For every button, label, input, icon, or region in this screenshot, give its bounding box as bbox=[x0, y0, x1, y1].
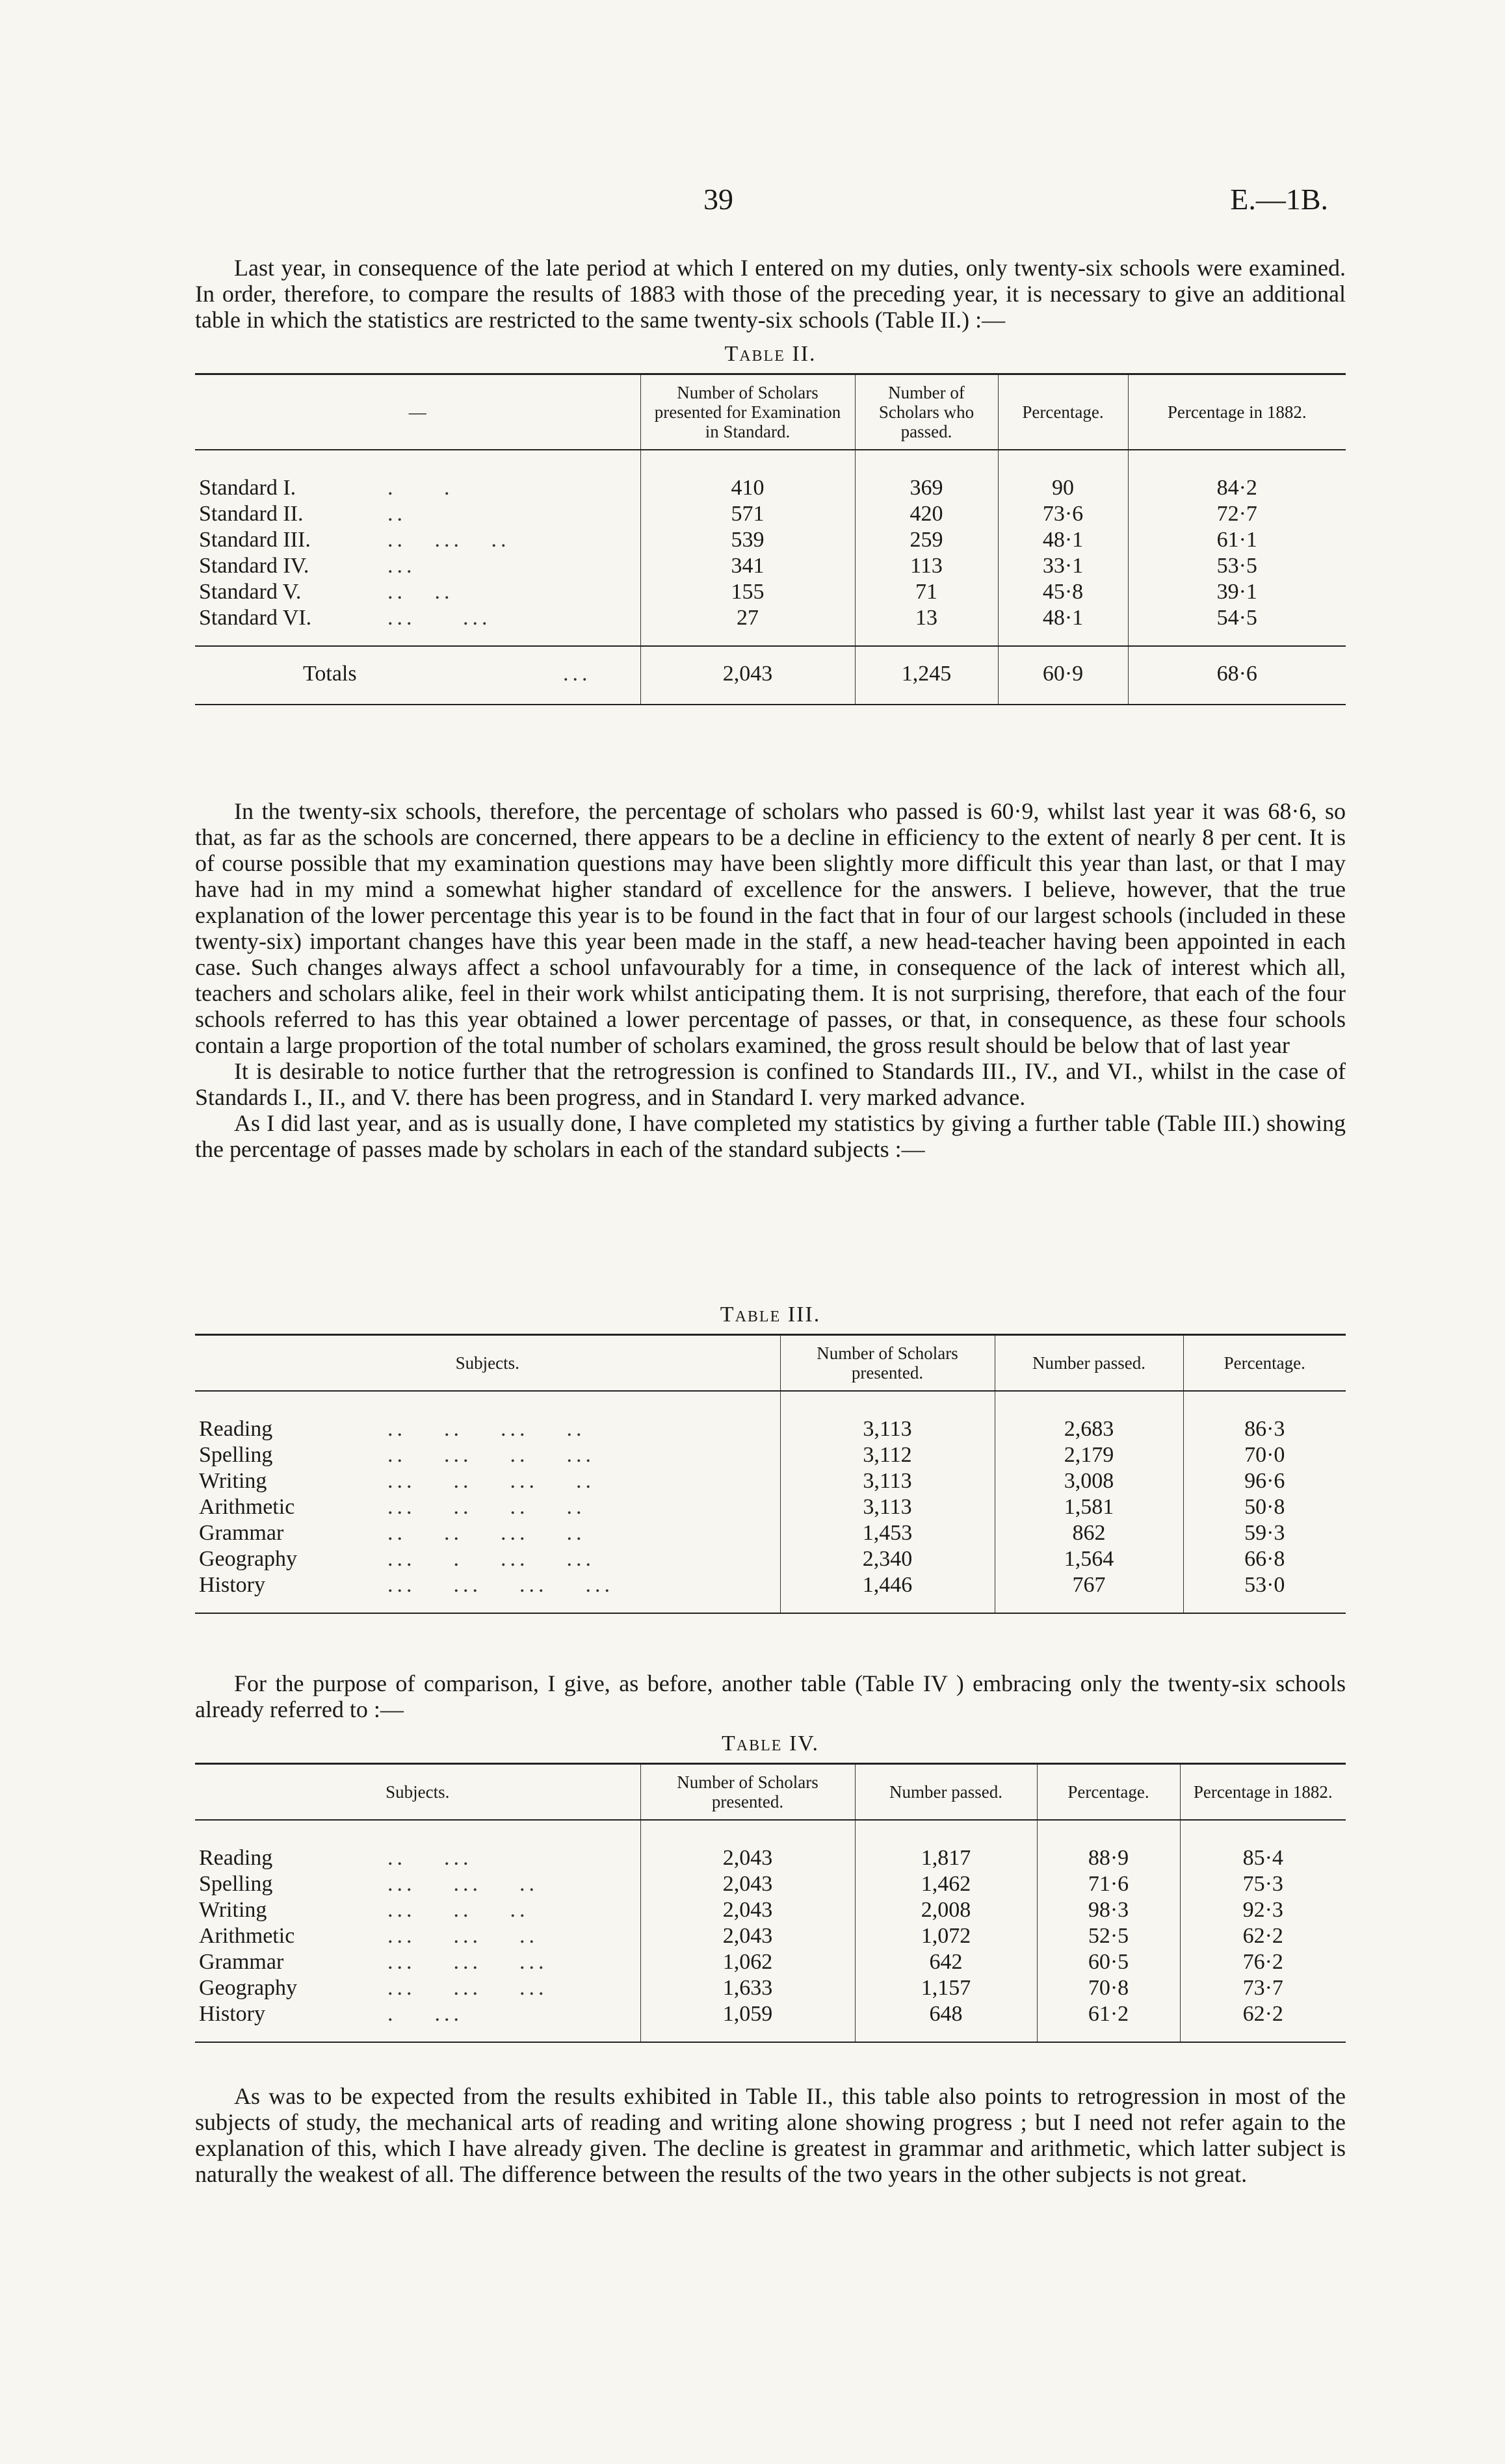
leader-dots: ... bbox=[387, 554, 416, 578]
table-row bbox=[195, 553, 1346, 579]
table-2-header-percentage-1882: Percentage in 1882. bbox=[1128, 374, 1346, 450]
row-label: Arithmetic bbox=[199, 1924, 295, 1948]
table-3-header-presented: Number of Scholars presented. bbox=[780, 1335, 995, 1392]
cell: 3,113 bbox=[780, 1468, 995, 1494]
cell: 2,683 bbox=[995, 1391, 1183, 1442]
cell: 1,072 bbox=[855, 1923, 1037, 1949]
table-3-caption: Table III. bbox=[720, 1303, 821, 1327]
cell: 862 bbox=[995, 1520, 1183, 1546]
cell: 1,564 bbox=[995, 1546, 1183, 1572]
cell: 259 bbox=[855, 527, 998, 553]
leader-dots: .. .. ... .. bbox=[387, 1417, 586, 1441]
cell: 85·4 bbox=[1180, 1820, 1346, 1871]
cell: 3,008 bbox=[995, 1468, 1183, 1494]
leader-dots: . . bbox=[387, 476, 454, 500]
cell: 61·1 bbox=[1128, 527, 1346, 553]
cell: 2,008 bbox=[855, 1897, 1037, 1923]
leader-dots: ... .. .. .. bbox=[387, 1495, 586, 1519]
table-4-caption: Table IV. bbox=[722, 1731, 819, 1756]
cell: 3,113 bbox=[780, 1391, 995, 1442]
total-cell: 2,043 bbox=[640, 646, 855, 705]
cell: 98·3 bbox=[1037, 1897, 1180, 1923]
cell: 52·5 bbox=[1037, 1923, 1180, 1949]
row-label: Reading bbox=[199, 1417, 273, 1441]
table-2-caption: Table II. bbox=[724, 342, 817, 366]
leader-dots: . ... bbox=[387, 2002, 463, 2026]
cell: 767 bbox=[995, 1572, 1183, 1613]
cell: 66·8 bbox=[1183, 1546, 1346, 1572]
leader-dots: ... .. ... .. bbox=[387, 1469, 595, 1493]
leader-dots: ... ... ... bbox=[387, 1950, 548, 1974]
section-discussion bbox=[195, 798, 1346, 1162]
paragraph-table-4-intro: For the purpose of comparison, I give, as before, another table (Table IV ) embracing only the twenty-six schools already referred to :— bbox=[195, 1670, 1346, 1722]
cell: 113 bbox=[855, 553, 998, 579]
cell: 1,446 bbox=[780, 1572, 995, 1613]
table-row bbox=[195, 1442, 1346, 1468]
table-row bbox=[195, 1923, 1346, 1949]
table-row bbox=[195, 1572, 1346, 1613]
cell: 60·5 bbox=[1037, 1949, 1180, 1975]
section-table-4 bbox=[195, 1670, 1346, 2043]
cell: 2,043 bbox=[640, 1871, 855, 1897]
cell: 13 bbox=[855, 605, 998, 646]
cell: 70·0 bbox=[1183, 1442, 1346, 1468]
row-label: Grammar bbox=[199, 1950, 284, 1974]
table-row bbox=[195, 1391, 1346, 1442]
cell: 410 bbox=[640, 450, 855, 501]
row-label: Standard VI. bbox=[199, 606, 312, 630]
leader-dots: .. ... .. ... bbox=[387, 1443, 595, 1467]
leader-dots: .. ... bbox=[387, 1846, 473, 1870]
cell: 1,059 bbox=[640, 2001, 855, 2042]
cell: 53·5 bbox=[1128, 553, 1346, 579]
row-label: Standard III. bbox=[199, 528, 311, 552]
cell: 648 bbox=[855, 2001, 1037, 2042]
cell: 54·5 bbox=[1128, 605, 1346, 646]
table-4-header-percentage: Percentage. bbox=[1037, 1764, 1180, 1821]
cell: 76·2 bbox=[1180, 1949, 1346, 1975]
cell: 2,340 bbox=[780, 1546, 995, 1572]
cell: 48·1 bbox=[998, 605, 1128, 646]
table-2-header-label: — bbox=[195, 374, 640, 450]
cell: 62·2 bbox=[1180, 1923, 1346, 1949]
cell: 96·6 bbox=[1183, 1468, 1346, 1494]
cell: 642 bbox=[855, 1949, 1037, 1975]
cell: 48·1 bbox=[998, 527, 1128, 553]
paragraph-retrogression: It is desirable to notice further that the retrogression is confined to Standards III., IV., and VI., whilst in the case of Standards I., II., and V. there has been progress, and in Standard I. very marked advance. bbox=[195, 1058, 1346, 1110]
cell: 2,179 bbox=[995, 1442, 1183, 1468]
row-label: History bbox=[199, 2002, 265, 2026]
cell: 92·3 bbox=[1180, 1897, 1346, 1923]
cell: 90 bbox=[998, 450, 1128, 501]
cell: 539 bbox=[640, 527, 855, 553]
table-row bbox=[195, 605, 1346, 646]
cell: 73·6 bbox=[998, 501, 1128, 527]
table-4-header-passed: Number passed. bbox=[855, 1764, 1037, 1821]
total-cell: 60·9 bbox=[998, 646, 1128, 705]
cell: 2,043 bbox=[640, 1820, 855, 1871]
cell: 84·2 bbox=[1128, 450, 1346, 501]
cell: 1,462 bbox=[855, 1871, 1037, 1897]
cell: 1,817 bbox=[855, 1820, 1037, 1871]
row-label: Geography bbox=[199, 1976, 298, 2000]
paragraph-table-3-intro: As I did last year, and as is usually done, I have completed my statistics by giving a further table (Table III.) showing the percentage of passes made by scholars in each of the standard subjects :— bbox=[195, 1110, 1346, 1162]
table-row bbox=[195, 450, 1346, 501]
leader-dots: ... ... bbox=[387, 606, 491, 630]
cell: 27 bbox=[640, 605, 855, 646]
cell: 71·6 bbox=[1037, 1871, 1180, 1897]
cell: 155 bbox=[640, 579, 855, 605]
table-4-header-row bbox=[195, 1764, 1346, 1821]
cell: 62·2 bbox=[1180, 2001, 1346, 2042]
cell: 72·7 bbox=[1128, 501, 1346, 527]
cell: 86·3 bbox=[1183, 1391, 1346, 1442]
row-label: Writing bbox=[199, 1469, 267, 1493]
table-3-header-subjects: Subjects. bbox=[195, 1335, 780, 1392]
cell: 1,157 bbox=[855, 1975, 1037, 2001]
cell: 1,453 bbox=[780, 1520, 995, 1546]
table-2-header-presented: Number of Scholars presented for Examination in Standard. bbox=[640, 374, 855, 450]
leader-dots: .. bbox=[387, 502, 406, 526]
table-3 bbox=[195, 1334, 1346, 1614]
cell: 53·0 bbox=[1183, 1572, 1346, 1613]
row-label: Writing bbox=[199, 1898, 267, 1922]
cell: 1,581 bbox=[995, 1494, 1183, 1520]
leader-dots: .. ... .. bbox=[387, 528, 510, 552]
cell: 341 bbox=[640, 553, 855, 579]
cell: 61·2 bbox=[1037, 2001, 1180, 2042]
cell: 59·3 bbox=[1183, 1520, 1346, 1546]
table-3-header-passed: Number passed. bbox=[995, 1335, 1183, 1392]
row-label: Standard II. bbox=[199, 502, 304, 526]
cell: 73·7 bbox=[1180, 1975, 1346, 2001]
table-row bbox=[195, 1468, 1346, 1494]
cell: 70·8 bbox=[1037, 1975, 1180, 2001]
table-row bbox=[195, 527, 1346, 553]
cell: 39·1 bbox=[1128, 579, 1346, 605]
table-4-header-subjects: Subjects. bbox=[195, 1764, 640, 1821]
cell: 33·1 bbox=[998, 553, 1128, 579]
row-label: Standard I. bbox=[199, 476, 296, 500]
leader-dots: ... ... .. bbox=[387, 1924, 538, 1948]
cell: 2,043 bbox=[640, 1923, 855, 1949]
leader-dots: ... bbox=[563, 662, 592, 686]
totals-label: Totals bbox=[303, 662, 357, 686]
cell: 50·8 bbox=[1183, 1494, 1346, 1520]
section-conclusion bbox=[195, 2083, 1346, 2187]
row-label: History bbox=[199, 1573, 265, 1597]
table-4-header-presented: Number of Scholars presented. bbox=[640, 1764, 855, 1821]
table-4 bbox=[195, 1763, 1346, 2043]
paragraph-conclusion: As was to be expected from the results exhibited in Table II., this table also points to retrogression in most of the subjects of study, the mechanical arts of reading and writing alone showing progress ; but I need not refer again to the explanation of this, which I have already given. The decline is greatest in grammar and arithmetic, which latter subject is naturally the weakest of all. The difference between the results of the two years in the other subjects is not great. bbox=[195, 2083, 1346, 2187]
row-label: Standard V. bbox=[199, 580, 302, 604]
table-row bbox=[195, 1520, 1346, 1546]
cell: 1,633 bbox=[640, 1975, 855, 2001]
cell: 71 bbox=[855, 579, 998, 605]
cell: 45·8 bbox=[998, 579, 1128, 605]
table-row bbox=[195, 501, 1346, 527]
table-3-header-percentage: Percentage. bbox=[1183, 1335, 1346, 1392]
table-row bbox=[195, 1494, 1346, 1520]
table-row bbox=[195, 579, 1346, 605]
row-label: Arithmetic bbox=[199, 1495, 295, 1519]
table-row bbox=[195, 2001, 1346, 2042]
table-row bbox=[195, 1897, 1346, 1923]
table-2-header-passed: Number of Scholars who passed. bbox=[855, 374, 998, 450]
row-label: Reading bbox=[199, 1846, 273, 1870]
cell: 75·3 bbox=[1180, 1871, 1346, 1897]
cell: 2,043 bbox=[640, 1897, 855, 1923]
table-row bbox=[195, 1871, 1346, 1897]
document-code: E.—1B. bbox=[1230, 183, 1328, 216]
total-cell: 68·6 bbox=[1128, 646, 1346, 705]
cell: 88·9 bbox=[1037, 1820, 1180, 1871]
leader-dots: ... .. .. bbox=[387, 1898, 529, 1922]
table-row bbox=[195, 1820, 1346, 1871]
total-cell: 1,245 bbox=[855, 646, 998, 705]
section-table-3 bbox=[195, 1293, 1346, 1614]
cell: 571 bbox=[640, 501, 855, 527]
leader-dots: .. .. ... .. bbox=[387, 1521, 586, 1545]
table-row bbox=[195, 1949, 1346, 1975]
intro-paragraph: Last year, in consequence of the late period at which I entered on my duties, only twenty-six schools were examined. In order, therefore, to compare the results of 1883 with those of the preceding year, it is necessary to give an additional table in which the statistics are restricted to the same twenty-six schools (Table II.) :— bbox=[195, 255, 1346, 333]
page-header bbox=[0, 182, 1505, 221]
section-table-2 bbox=[195, 255, 1346, 705]
cell: 369 bbox=[855, 450, 998, 501]
row-label: Spelling bbox=[199, 1872, 273, 1896]
leader-dots: ... ... ... bbox=[387, 1976, 548, 2000]
table-2-header-row bbox=[195, 374, 1346, 450]
leader-dots: ... ... ... ... bbox=[387, 1573, 614, 1597]
table-3-header-row bbox=[195, 1335, 1346, 1392]
cell: 420 bbox=[855, 501, 998, 527]
table-row bbox=[195, 1546, 1346, 1572]
table-row bbox=[195, 1975, 1346, 2001]
cell: 3,113 bbox=[780, 1494, 995, 1520]
leader-dots: .. .. bbox=[387, 580, 454, 604]
row-label: Geography bbox=[199, 1547, 298, 1571]
leader-dots: ... ... .. bbox=[387, 1872, 538, 1896]
cell: 1,062 bbox=[640, 1949, 855, 1975]
leader-dots: ... . ... ... bbox=[387, 1547, 595, 1571]
row-label: Spelling bbox=[199, 1443, 273, 1467]
table-2-header-percentage: Percentage. bbox=[998, 374, 1128, 450]
totals-row bbox=[195, 646, 1346, 705]
cell: 3,112 bbox=[780, 1442, 995, 1468]
row-label: Standard IV. bbox=[199, 554, 309, 578]
table-2 bbox=[195, 373, 1346, 705]
paragraph-decline: In the twenty-six schools, therefore, the percentage of scholars who passed is 60·9, whilst last year it was 68·6, so that, as far as the schools are concerned, there appears to be a decline in efficiency to the extent of nearly 8 per cent. It is of course possible that my examination questions may have been slightly more difficult this year than last, or that I may have had in my mind a somewhat higher standard of excellence for the answers. I believe, however, that the true explanation of the lower percentage this year is to be found in the fact that in four of our largest schools (included in these twenty-six) important changes have this year been made in the staff, a new head-teacher having been appointed in each case. Such changes always affect a school unfavourably for a time, in consequence of the lack of interest which all, teachers and scholars alike, feel in their work whilst anticipating them. It is not surprising, therefore, that each of the four schools referred to has this year obtained a lower percentage of passes, or that, in consequence, as these four schools contain a large proportion of the total number of scholars examined, the gross result should be below that of last year bbox=[195, 798, 1346, 1058]
table-4-header-percentage-1882: Percentage in 1882. bbox=[1180, 1764, 1346, 1821]
row-label: Grammar bbox=[199, 1521, 284, 1545]
page-number: 39 bbox=[703, 183, 733, 216]
